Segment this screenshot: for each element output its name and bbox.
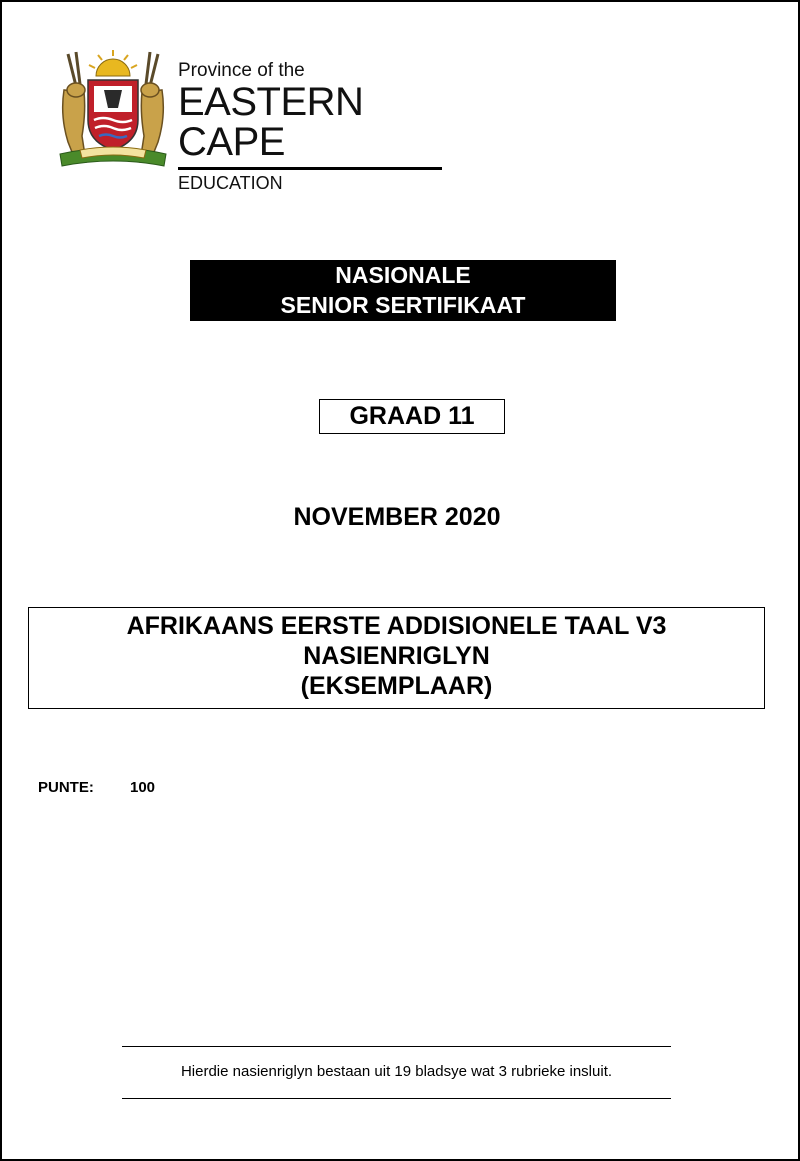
exam-date: NOVEMBER 2020 xyxy=(293,503,501,531)
subject-title: AFRIKAANS EERSTE ADDISIONELE TAAL V3 xyxy=(126,612,667,640)
grade-box: GRAAD 11 xyxy=(319,399,505,434)
footer-note: Hierdie nasienriglyn bestaan uit 19 bladsye wat 3 rubrieke insluit. xyxy=(180,1063,613,1080)
logo-province-text: Province of the xyxy=(178,60,305,81)
footer-bottom-rule xyxy=(122,1098,671,1099)
banner-line-2: SENIOR SERTIFIKAAT xyxy=(280,292,526,318)
coat-of-arms-icon xyxy=(46,46,180,168)
logo-wordmark xyxy=(178,60,446,194)
logo-eastern-cape-text: EASTERN CAPE xyxy=(178,80,364,164)
logo-education-text: EDUCATION xyxy=(178,173,283,193)
subject-box xyxy=(28,607,765,709)
eastern-cape-education-logo xyxy=(46,46,446,193)
marks-label: PUNTE: xyxy=(38,779,94,796)
banner-line-1: NASIONALE xyxy=(335,262,471,288)
marks-line xyxy=(38,779,155,797)
certificate-banner xyxy=(190,260,616,321)
logo-divider xyxy=(178,167,442,170)
marks-value: 100 xyxy=(130,779,156,796)
footer-top-rule xyxy=(122,1046,671,1047)
subject-exemplar-label: (EKSEMPLAAR) xyxy=(300,672,493,700)
subject-memo-label: NASIENRIGLYN xyxy=(303,642,490,670)
